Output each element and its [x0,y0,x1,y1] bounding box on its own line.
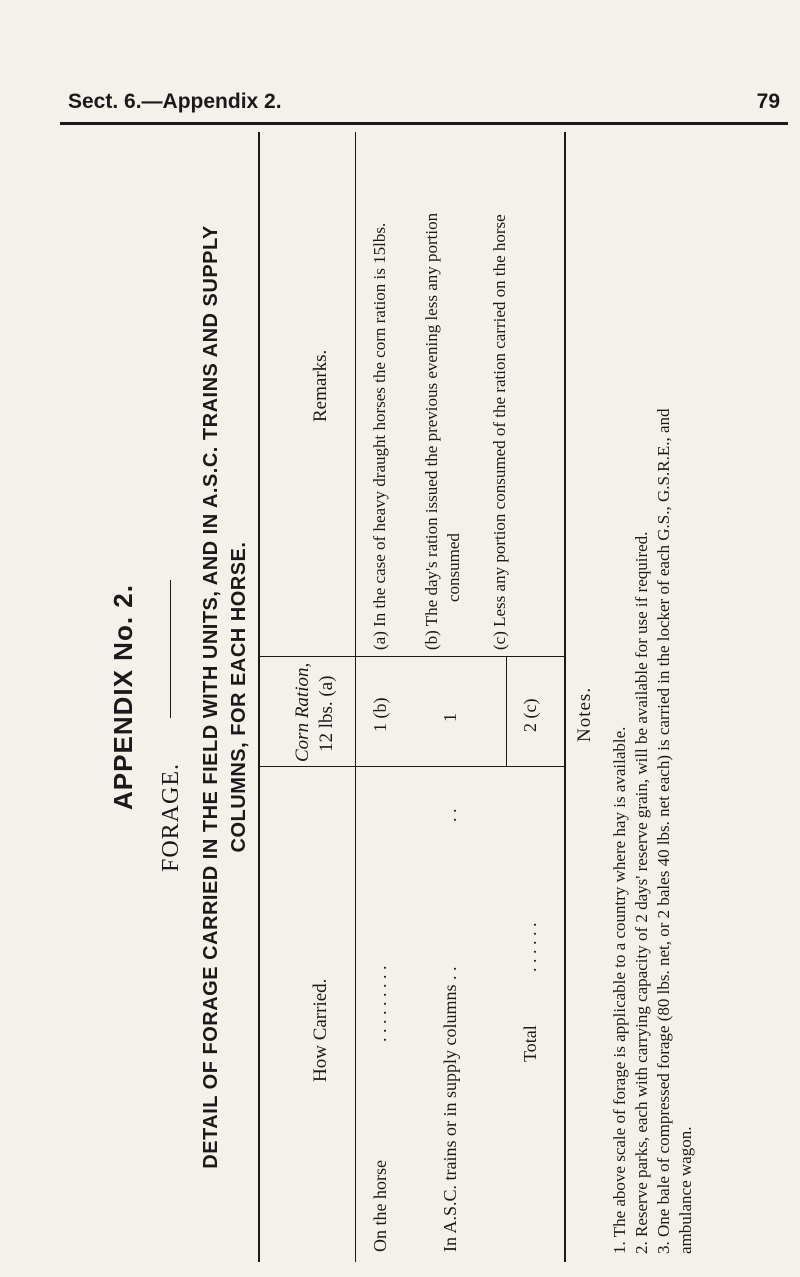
header-corn-ration-2: 12 lbs. (a) [316,675,337,752]
remark-a: (a) In the case of heavy draught horses the corn ration is 15lbs. [370,222,389,650]
row-ration-3: 2 (c) [520,698,540,732]
row-ration-2: 1 [440,713,460,722]
forage-title: FORAGE. [158,762,184,872]
note-3: 3. One bale of compressed forage (80 lbs. net, or 2 bales 40 lbs. net each) is carried in the locker of each G.S., G.S.R.E., and [654,408,673,1254]
header-how-carried: How Carried. [310,978,331,1082]
forage-rule [170,580,171,718]
note-1: 1. The above scale of forage is applicable to a country where hay is available. [610,726,629,1254]
remark-c: (c) Less any portion consumed of the ration carried on the horse [490,214,509,650]
total-rule [506,657,507,767]
row-dots-3: . . . . . . [520,922,540,972]
table-bottom-rule [564,132,566,1262]
row-how-1: On the horse [370,1160,390,1252]
row-how-2: In A.S.C. trains or in supply columns . . [440,966,460,1252]
header-corn-ration-1: Corn Ration, [292,662,313,762]
note-2: 2. Reserve parks, each with carrying capacity of 2 days' reserve grain, will be available for use if required. [632,531,651,1254]
remark-b: (b) The day's ration issued the previous evening less any portion [422,212,441,650]
row-ration-1: 1 (b) [370,697,390,732]
header-remarks: Remarks. [310,349,331,422]
remark-b-cont: consumed [444,533,463,602]
page-header [60,90,780,122]
notes-heading: Notes. [574,686,595,742]
table-header-rule [355,132,356,1262]
note-3-cont: ambulance wagon. [676,1126,695,1254]
table-top-rule [258,132,260,1262]
row-dots-1: . . . . . . . . . [370,965,390,1042]
appendix-title: APPENDIX No. 2. [108,584,138,810]
rotated-page-content [70,132,710,1262]
section-label: Sect. 6.—Appendix 2. [68,90,282,113]
row-how-3: Total [520,1025,540,1062]
detail-title-line1: DETAIL OF FORAGE CARRIED IN THE FIELD WITH UNITS, AND IN A.S.C. TRAINS AND SUPPLY [200,225,222,1169]
col-divider-1 [258,766,564,767]
header-rule [60,122,788,125]
detail-title-line2: COLUMNS, FOR EACH HORSE. [228,541,250,853]
col-divider-2 [258,656,564,657]
row-dots-2: . . [440,808,460,822]
page-number: 79 [756,90,780,113]
